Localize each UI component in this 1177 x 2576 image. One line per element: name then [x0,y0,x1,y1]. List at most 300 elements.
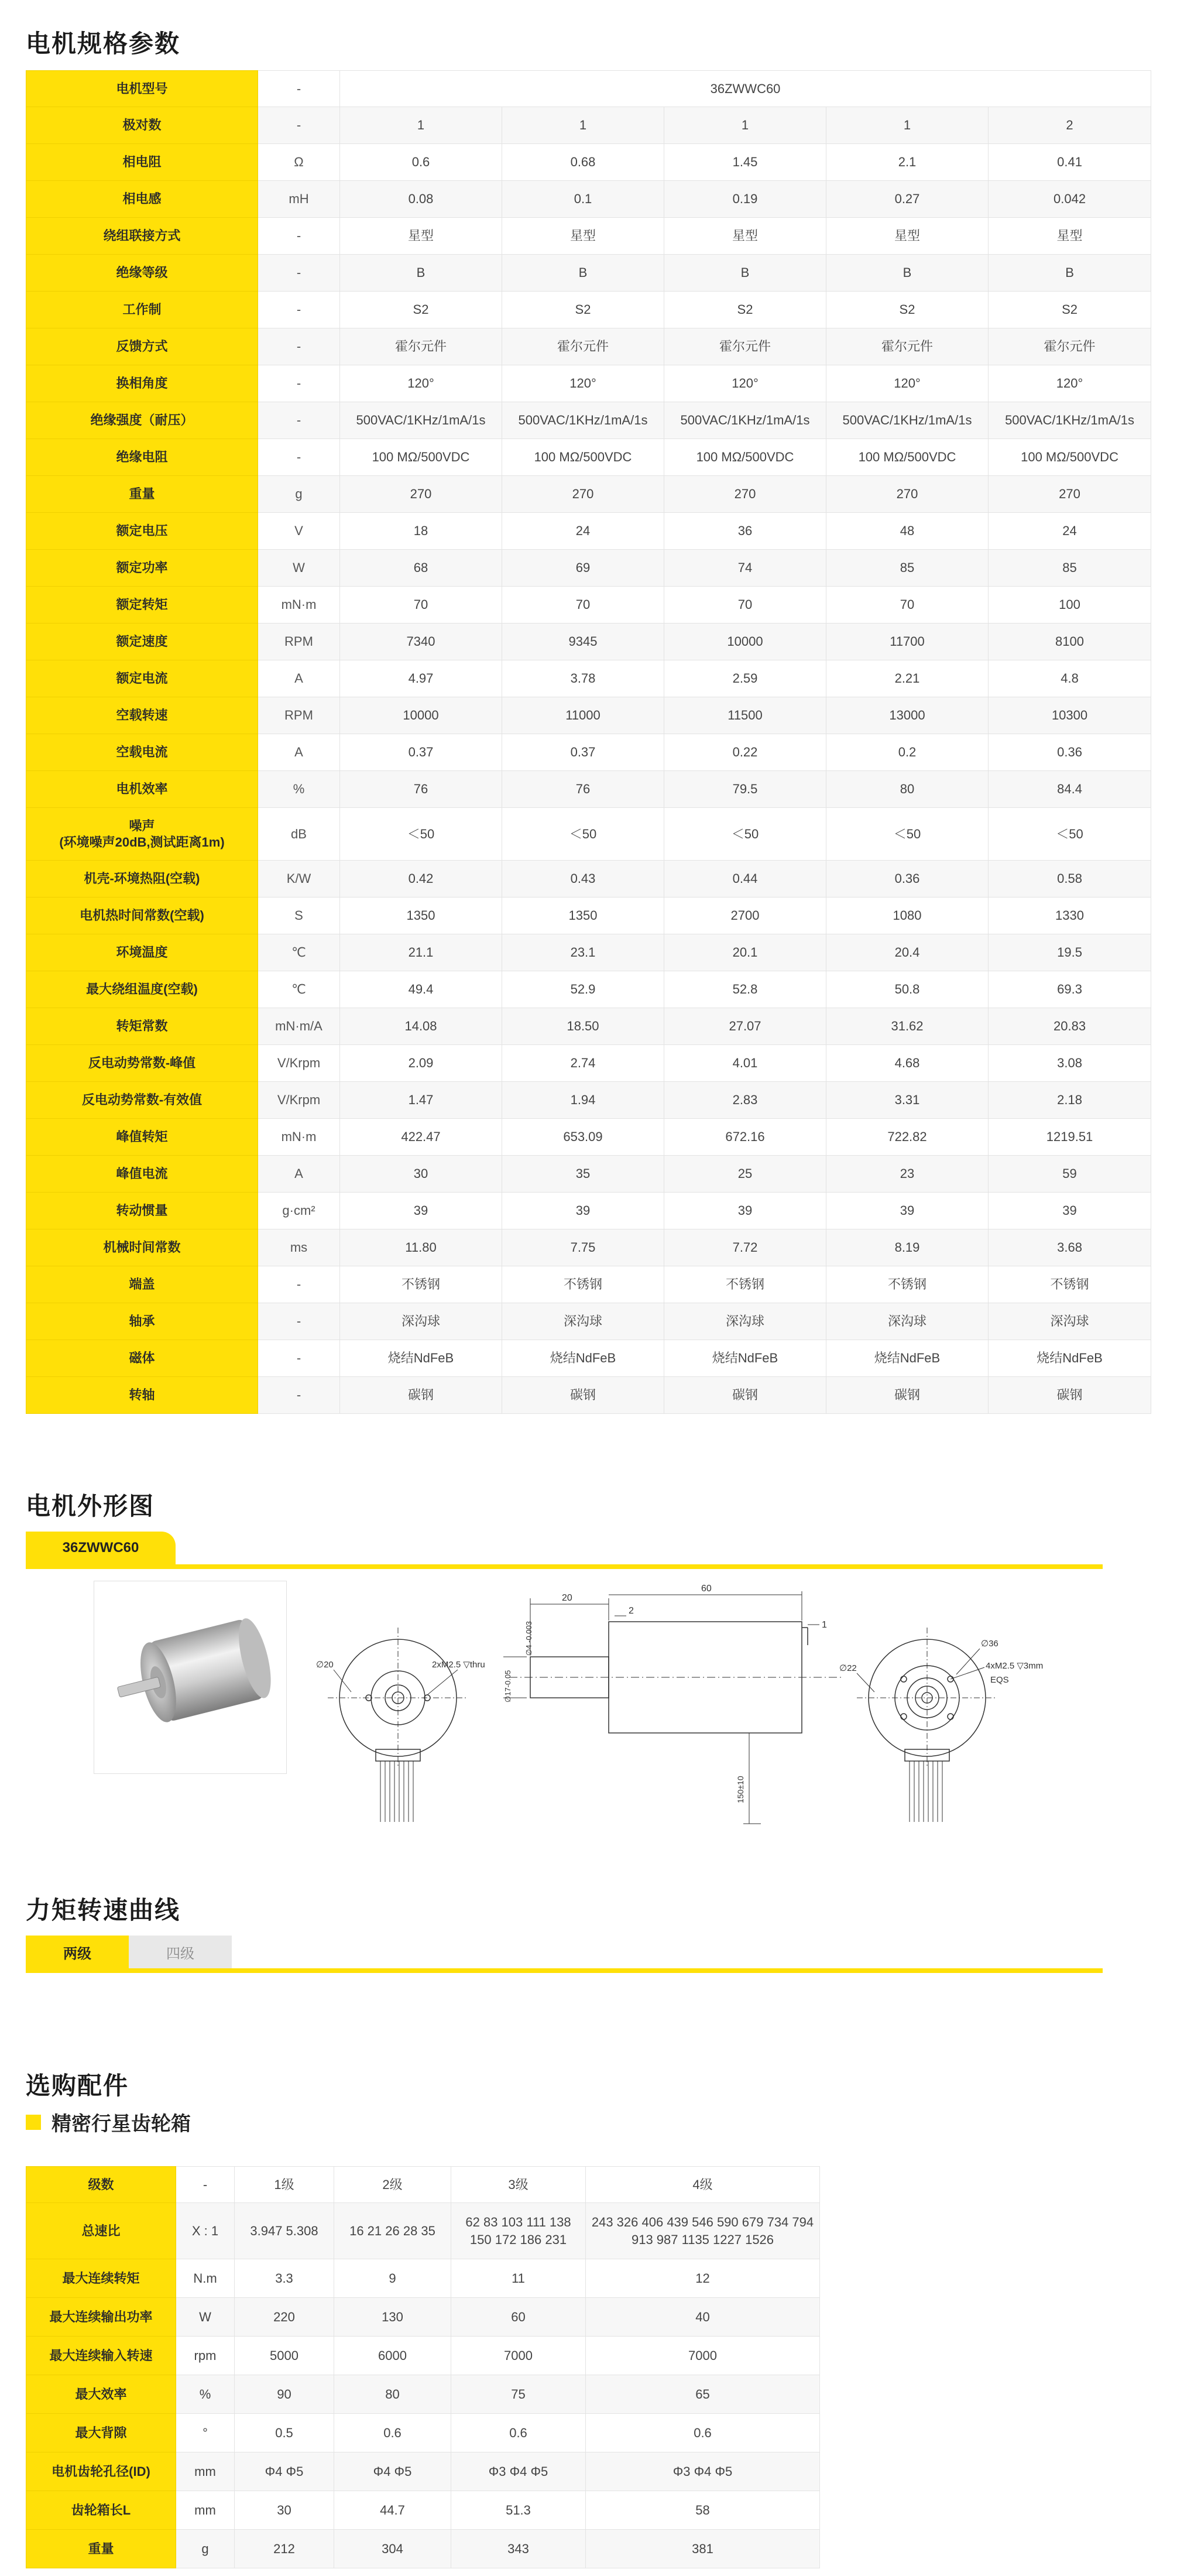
spec-row [26,1229,1151,1266]
spec-row-label [26,255,258,292]
spec-row-label [26,1045,258,1082]
spec-row-label [26,697,258,734]
gearbox-row-unit: g [176,2530,235,2568]
spec-value-cell: 20.4 [826,934,989,971]
spec-value-cell: 9345 [502,624,664,660]
spec-value-cell: 不锈钢 [664,1266,826,1303]
spec-value-cell: 11000 [502,697,664,734]
spec-value-cell: 0.36 [989,734,1151,771]
front-dia-label: ∅20 [316,1660,334,1670]
spec-row-label-text: 相电阻 [122,155,162,169]
spec-value-cell: 1.45 [664,144,826,181]
spec-value-cell: 21.1 [340,934,502,971]
spec-value-cell: 碳钢 [826,1377,989,1414]
spec-row-label-text: 端盖 [129,1277,155,1292]
gearbox-row [26,2375,820,2414]
gearbox-row-label: 最大连续转矩 [26,2259,176,2298]
gearbox-value-cell: 12 [586,2259,820,2298]
spec-value-cell: 3.78 [502,660,664,697]
spec-value-cell: 星型 [502,218,664,255]
spec-value-cell: 霍尔元件 [502,328,664,365]
spec-value-cell: 1 [502,107,664,144]
spec-row-label-text: 相电感 [122,191,162,206]
side-len1-label: 1 [822,1620,827,1630]
spec-value-cell: 0.6 [340,144,502,181]
spec-row [26,550,1151,587]
spec-value-cell: 2.21 [826,660,989,697]
spec-value-cell: 120° [340,365,502,402]
spec-model-cell: 36ZWWC60 [340,71,1151,107]
spec-value-cell: 3.31 [826,1082,989,1119]
spec-row-unit: V/Krpm [258,1045,340,1082]
spec-row-label-text: 峰值电流 [116,1166,168,1181]
spec-row-label [26,1193,258,1229]
gearbox-row-label: 重量 [26,2530,176,2568]
spec-value-cell: 2.1 [826,144,989,181]
gearbox-row [26,2259,820,2298]
spec-row-label [26,898,258,934]
spec-value-cell: 100 MΩ/500VDC [340,439,502,476]
gearbox-value-cell: Φ4 Φ5 [235,2452,334,2491]
spec-row-label [26,328,258,365]
spec-row-unit: - [258,328,340,365]
spec-table-body [26,71,1151,1414]
spec-row-label [26,971,258,1008]
spec-value-cell: 2700 [664,898,826,934]
gearbox-value-cell: Φ4 Φ5 [334,2452,451,2491]
spec-value-cell: 18.50 [502,1008,664,1045]
gearbox-header-row [26,2167,820,2203]
gearbox-value-cell: 7000 [451,2337,586,2375]
spec-value-cell: 50.8 [826,971,989,1008]
spec-row-label [26,144,258,181]
subtitle-marker [26,2115,41,2130]
tab-four-stage[interactable]: 四级 [129,1936,232,1968]
spec-value-cell: 7.75 [502,1229,664,1266]
spec-row-label-text: 环境温度 [116,945,168,960]
spec-value-cell: 500VAC/1KHz/1mA/1s [664,402,826,439]
spec-value-cell: 4.01 [664,1045,826,1082]
spec-row-label [26,218,258,255]
spec-row-unit: - [258,255,340,292]
spec-value-cell: 39 [989,1193,1151,1229]
spec-row [26,1303,1151,1340]
spec-value-cell: 20.83 [989,1008,1151,1045]
gearbox-value-cell: 3.947 5.308 [235,2203,334,2259]
spec-value-cell: 烧结NdFeB [664,1340,826,1377]
spec-row [26,934,1151,971]
gearbox-row-label: 最大连续输出功率 [26,2298,176,2337]
spec-value-cell: 1 [340,107,502,144]
spec-row [26,513,1151,550]
torque-tab-underline [26,1968,1103,1973]
spec-value-cell: 8.19 [826,1229,989,1266]
spec-row [26,1266,1151,1303]
side-shaft-b-label: ∅17-0.05 [503,1670,512,1703]
spec-value-cell: 11700 [826,624,989,660]
spec-value-cell: 0.37 [340,734,502,771]
spec-row [26,476,1151,513]
spec-row [26,292,1151,328]
spec-value-cell: 270 [340,476,502,513]
spec-value-cell: B [989,255,1151,292]
spec-row [26,898,1151,934]
spec-row-unit: - [258,1377,340,1414]
accessories-section-title: 选购配件 [26,2072,129,2099]
gearbox-value-cell: 16 21 26 28 35 [334,2203,451,2259]
spec-value-cell: 2.83 [664,1082,826,1119]
spec-row-unit: dB [258,808,340,861]
spec-value-cell: 20.1 [664,934,826,971]
spec-value-cell: 2.59 [664,660,826,697]
spec-value-cell: 1330 [989,898,1151,934]
spec-row-label-text: 机壳-环境热阻(空载) [84,871,200,886]
gearbox-value-cell: Φ3 Φ4 Φ5 [586,2452,820,2491]
spec-value-cell: 碳钢 [502,1377,664,1414]
spec-value-cell: 500VAC/1KHz/1mA/1s [502,402,664,439]
spec-value-cell: 深沟球 [989,1303,1151,1340]
outline-tab-underline [26,1564,1103,1569]
spec-value-cell: 碳钢 [989,1377,1151,1414]
gearbox-row-label: 电机齿轮孔径(ID) [26,2452,176,2491]
gearbox-value-cell: 11 [451,2259,586,2298]
gearbox-value-cell: 30 [235,2491,334,2530]
gearbox-row [26,2414,820,2452]
spec-row-unit: g [258,476,340,513]
spec-row-unit: mN·m/A [258,1008,340,1045]
spec-row-label-text: 轴承 [129,1314,155,1328]
gearbox-stage-cell: 3级 [451,2167,586,2203]
spec-value-cell: 23.1 [502,934,664,971]
rear-dia36-label: ∅36 [981,1639,998,1649]
spec-value-cell: S2 [989,292,1151,328]
spec-value-cell: 0.042 [989,181,1151,218]
spec-row-label [26,1340,258,1377]
spec-value-cell: 39 [340,1193,502,1229]
spec-row [26,660,1151,697]
rear-holes-label: 4xM2.5 ▽3mm [986,1661,1044,1671]
gearbox-value-cell: 40 [586,2298,820,2337]
gearbox-stage-cell: 2级 [334,2167,451,2203]
spec-value-cell: 39 [502,1193,664,1229]
spec-value-cell: 672.16 [664,1119,826,1156]
spec-value-cell: 0.19 [664,181,826,218]
spec-row-label-text: 最大绕组温度(空载) [86,982,198,996]
spec-row-unit: - [258,1340,340,1377]
spec-row-unit: RPM [258,697,340,734]
gearbox-value-cell: 6000 [334,2337,451,2375]
gearbox-value-cell: 130 [334,2298,451,2337]
spec-row-unit: ℃ [258,934,340,971]
spec-value-cell: 1350 [340,898,502,934]
spec-row [26,1193,1151,1229]
spec-row-label [26,1082,258,1119]
gearbox-value-cell: 381 [586,2530,820,2568]
spec-value-cell: 35 [502,1156,664,1193]
gearbox-row-unit: ° [176,2414,235,2452]
spec-row-label-text: 空载电流 [116,745,168,759]
spec-value-cell: 4.97 [340,660,502,697]
spec-value-cell: 0.27 [826,181,989,218]
spec-value-cell: B [502,255,664,292]
spec-value-cell: 3.08 [989,1045,1151,1082]
spec-row-unit: V [258,513,340,550]
gearbox-row [26,2337,820,2375]
tab-two-stage[interactable]: 两级 [26,1936,129,1968]
spec-value-cell: ＜50 [664,808,826,861]
spec-row-label [26,292,258,328]
rear-view-drawing [839,1604,1050,1827]
spec-value-cell: 68 [340,550,502,587]
spec-row-unit: - [258,365,340,402]
spec-row [26,971,1151,1008]
gearbox-table-body [26,2167,820,2568]
spec-value-cell: 0.36 [826,861,989,898]
gearbox-row-unit: rpm [176,2337,235,2375]
gearbox-value-cell: 51.3 [451,2491,586,2530]
spec-row [26,808,1151,861]
spec-value-cell: 30 [340,1156,502,1193]
spec-row-label-text: 反电动势常数-峰值 [88,1056,196,1070]
spec-row-label-text: 转矩常数 [116,1019,168,1033]
rear-eqs-label: EQS [990,1675,1009,1685]
spec-value-cell: 48 [826,513,989,550]
spec-value-cell: 100 MΩ/500VDC [989,439,1151,476]
spec-value-cell: 70 [664,587,826,624]
spec-row-label-text: 额定电压 [116,523,168,538]
spec-row-label-text: 绝缘等级 [116,265,168,280]
spec-row-label-text: 反电动势常数-有效值 [81,1092,203,1107]
spec-value-cell: 碳钢 [664,1377,826,1414]
front-holes-label: 2xM2.5 ▽thru [432,1660,485,1670]
gearbox-subtitle-text: 精密行星齿轮箱 [52,2113,191,2135]
gearbox-row-label: 最大背隙 [26,2414,176,2452]
spec-row [26,1119,1151,1156]
gearbox-row-unit: mm [176,2452,235,2491]
spec-row-label-text: 额定电流 [116,671,168,686]
gearbox-value-cell: 0.6 [586,2414,820,2452]
spec-row-label [26,181,258,218]
spec-value-cell: 70 [502,587,664,624]
spec-value-cell: S2 [340,292,502,328]
gearbox-row-unit: - [176,2167,235,2203]
gearbox-subtitle [26,2108,191,2136]
gearbox-value-cell: 75 [451,2375,586,2414]
spec-row [26,365,1151,402]
gearbox-value-cell: 58 [586,2491,820,2530]
spec-value-cell: 76 [340,771,502,808]
spec-value-cell: 52.8 [664,971,826,1008]
spec-row [26,587,1151,624]
spec-value-cell: 39 [826,1193,989,1229]
spec-value-cell: 52.9 [502,971,664,1008]
gearbox-value-cell: 44.7 [334,2491,451,2530]
spec-value-cell: 76 [502,771,664,808]
gearbox-value-cell: 62 83 103 111 138 150 172 186 231 [451,2203,586,2259]
spec-value-cell: 85 [989,550,1151,587]
side-lead-label: 150±10 [736,1776,745,1803]
spec-value-cell: 1350 [502,898,664,934]
spec-value-cell: ＜50 [989,808,1151,861]
spec-row-label [26,513,258,550]
spec-row-label [26,1303,258,1340]
spec-row-label [26,1266,258,1303]
spec-row-unit: A [258,734,340,771]
spec-row-unit: A [258,660,340,697]
spec-value-cell: S2 [826,292,989,328]
spec-row-unit: g·cm² [258,1193,340,1229]
front-view-drawing [310,1604,486,1827]
spec-value-cell: 3.68 [989,1229,1151,1266]
spec-value-cell: ＜50 [826,808,989,861]
spec-value-cell: 烧结NdFeB [502,1340,664,1377]
spec-value-cell: 0.58 [989,861,1151,898]
spec-row-label-text: 噪声 [129,818,155,833]
gearbox-value-cell: 212 [235,2530,334,2568]
spec-value-cell: 不锈钢 [989,1266,1151,1303]
spec-value-cell: 70 [340,587,502,624]
spec-row-unit: - [258,292,340,328]
spec-row [26,328,1151,365]
gearbox-row [26,2530,820,2568]
gearbox-value-cell: 80 [334,2375,451,2414]
spec-row-unit: Ω [258,144,340,181]
gearbox-value-cell: 0.6 [334,2414,451,2452]
spec-row-unit: mN·m [258,587,340,624]
spec-value-cell: 18 [340,513,502,550]
spec-value-cell: 80 [826,771,989,808]
gearbox-table [26,2166,820,2568]
spec-row-label [26,587,258,624]
spec-row-unit: - [258,218,340,255]
spec-row-label-text: 电机热时间常数(空载) [80,908,204,923]
spec-value-cell: 24 [502,513,664,550]
spec-row [26,144,1151,181]
spec-row [26,861,1151,898]
spec-row-unit: mH [258,181,340,218]
spec-row-label [26,934,258,971]
spec-value-cell: 不锈钢 [340,1266,502,1303]
spec-value-cell: 深沟球 [502,1303,664,1340]
gearbox-value-cell: 243 326 406 439 546 590 679 734 794 913 987 1135 1227 1526 [586,2203,820,2259]
spec-value-cell: 7.72 [664,1229,826,1266]
spec-row [26,218,1151,255]
gearbox-value-cell: 65 [586,2375,820,2414]
gearbox-row-label: 最大连续输入转速 [26,2337,176,2375]
spec-row-unit: - [258,1266,340,1303]
spec-row [26,1340,1151,1377]
gearbox-row [26,2491,820,2530]
spec-row [26,697,1151,734]
spec-row-label-text: 转轴 [129,1388,155,1402]
spec-value-cell: 11500 [664,697,826,734]
tab-36zwwc60[interactable]: 36ZWWC60 [26,1532,176,1564]
spec-row-label [26,624,258,660]
gearbox-value-cell: 0.6 [451,2414,586,2452]
spec-value-cell: 星型 [664,218,826,255]
spec-value-cell: 霍尔元件 [989,328,1151,365]
gearbox-stage-cell: 1级 [235,2167,334,2203]
spec-value-cell: 0.2 [826,734,989,771]
spec-row-label-text: 额定功率 [116,560,168,575]
spec-row-label-text: 空载转速 [116,708,168,722]
spec-value-cell: 深沟球 [826,1303,989,1340]
torque-section-title: 力矩转速曲线 [26,1896,181,1924]
spec-row-label-text: 极对数 [122,118,162,132]
spec-value-cell: S2 [502,292,664,328]
spec-value-cell: 1219.51 [989,1119,1151,1156]
spec-value-cell: 74 [664,550,826,587]
spec-row [26,771,1151,808]
spec-row-label [26,660,258,697]
gearbox-stage-cell: 4级 [586,2167,820,2203]
spec-value-cell: 7340 [340,624,502,660]
spec-row-unit: - [258,1303,340,1340]
gearbox-value-cell: 9 [334,2259,451,2298]
spec-value-cell: 270 [826,476,989,513]
side-len60-label: 60 [701,1584,712,1594]
rear-dia22-label: ∅22 [839,1663,857,1673]
spec-row-label-text: 额定转矩 [116,597,168,612]
motor-drawings [26,1581,1103,1832]
spec-value-cell: 霍尔元件 [664,328,826,365]
gearbox-row [26,2298,820,2337]
spec-row-unit: V/Krpm [258,1082,340,1119]
spec-value-cell: 1080 [826,898,989,934]
spec-value-cell: 500VAC/1KHz/1mA/1s [340,402,502,439]
spec-value-cell: 11.80 [340,1229,502,1266]
spec-value-cell: 100 MΩ/500VDC [502,439,664,476]
gearbox-row [26,2452,820,2491]
spec-value-cell: 2.18 [989,1082,1151,1119]
spec-value-cell: 10300 [989,697,1151,734]
spec-row-label [26,365,258,402]
spec-value-cell: 100 MΩ/500VDC [826,439,989,476]
spec-row-label-text: 工作制 [122,302,162,317]
spec-value-cell: 653.09 [502,1119,664,1156]
spec-value-cell: 2.74 [502,1045,664,1082]
spec-row [26,734,1151,771]
spec-value-cell: 0.42 [340,861,502,898]
spec-value-cell: 79.5 [664,771,826,808]
spec-value-cell: 31.62 [826,1008,989,1045]
spec-header-row [26,71,1151,107]
spec-row-unit: W [258,550,340,587]
spec-row [26,1377,1151,1414]
gearbox-row-label: 齿轮箱长L [26,2491,176,2530]
spec-row-label [26,1156,258,1193]
spec-value-cell: 1.47 [340,1082,502,1119]
spec-value-cell: 1.94 [502,1082,664,1119]
spec-value-cell: 碳钢 [340,1377,502,1414]
spec-value-cell: 4.68 [826,1045,989,1082]
gearbox-value-cell: 3.3 [235,2259,334,2298]
spec-row [26,181,1151,218]
spec-value-cell: 39 [664,1193,826,1229]
gearbox-value-cell: 90 [235,2375,334,2414]
spec-row-label-text: 峰值转矩 [116,1129,168,1144]
spec-value-cell: 70 [826,587,989,624]
spec-value-cell: 0.68 [502,144,664,181]
spec-value-cell: 深沟球 [340,1303,502,1340]
spec-value-cell: 不锈钢 [502,1266,664,1303]
spec-value-cell: 2 [989,107,1151,144]
spec-row-unit: - [258,107,340,144]
spec-row-label [26,734,258,771]
spec-value-cell: ＜50 [502,808,664,861]
spec-row-unit: - [258,439,340,476]
spec-value-cell: 1 [664,107,826,144]
